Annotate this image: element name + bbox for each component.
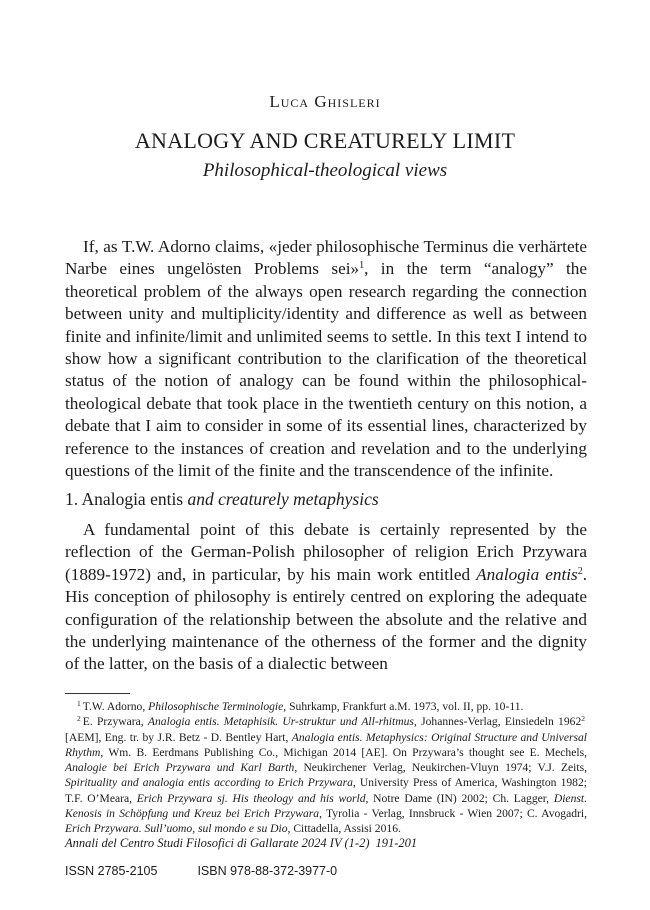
section-text-a: A fundamental point of this debate is certainly represented by the reflection of the German-Polish philosopher of religion Erich Przywara (1889-1972) and, in particular, by his main work entitled bbox=[65, 520, 587, 584]
footnote-2 bbox=[65, 714, 587, 836]
edition-superscript: 2 bbox=[581, 714, 585, 724]
footnote-text: E. Przywara, bbox=[82, 715, 148, 729]
issn: ISSN 2785-2105 bbox=[65, 864, 158, 878]
intro-paragraph bbox=[65, 236, 587, 482]
footnote-text: , Suhrkamp, Frankfurt a.M. 1973, vol. II, pp. 10-11. bbox=[283, 700, 524, 713]
footnote-work-title: Analogie bei Erich Przywara und Karl Barth bbox=[65, 761, 295, 775]
footnote-text: T.W. Adorno, bbox=[82, 700, 149, 713]
intro-text-b: , in the term “analogy” the theoretical problem of the always open research regarding the connection between unity and multiplicity/identity and difference as well as between finite and infinite/limit and unlimited seems to settle. In this text I intend to show how a significant contribution to the clarification of the theoretical status of the notion of analogy can be found within the philosophical-theological debate that took place in the twentieth century on this notion, a debate that I aim to consider in some of its essential lines, characterized by reference to the instances of creation and revelation and to the underlying questions of the limit of the finite and the transcendence of the infinite. bbox=[65, 259, 588, 481]
publication-identifiers bbox=[65, 864, 337, 878]
work-title: Analogia entis bbox=[476, 564, 578, 584]
footnote-text: , Tyrolia - Verlag, Innsbruck - Wien 2007; C. Avogadri, bbox=[319, 807, 588, 821]
footnote-work-title: Dienst. Kenosis in Schöpfung und Kreuz bei Erich Przywara bbox=[65, 791, 587, 821]
footnote-text: , Cittadella, Assisi 2016. bbox=[287, 822, 401, 836]
footnote-text: , Notre Dame (IN) 2002; Ch. Lagger, bbox=[365, 791, 554, 805]
footnote-ref-2: 2 bbox=[577, 565, 583, 577]
journal-citation bbox=[65, 836, 417, 851]
footnote-text: , Johannes-Verlag, Einsiedeln 1962 bbox=[413, 715, 582, 729]
footnote-ref-1: 1 bbox=[359, 260, 365, 272]
footnote-1 bbox=[65, 699, 587, 714]
footnote-number: 2 bbox=[77, 714, 81, 724]
section-title-italic: and creaturely metaphysics bbox=[187, 489, 379, 509]
footnote-divider bbox=[65, 693, 130, 694]
footnote-work-title: Spirituality and analogia entis according to Erich Przywara bbox=[65, 776, 353, 790]
section-number: 1. bbox=[65, 489, 79, 509]
footnote-text: , Wm. B. Eerdmans Publishing Co., Michigan 2014 [AE]. On Przywara’s thought see E. Mechels, bbox=[100, 745, 587, 759]
footnote-work-title: Erich Przywara sj. His theology and his world bbox=[136, 791, 366, 805]
section-text-b: . His conception of philosophy is entirely centred on exploring the adequate configuration of the relationship between the absolute and the relative and the underlying maintenance of the otherness of the former and the dignity of the latter, on the basis of a dialectic between bbox=[65, 564, 588, 674]
section-heading bbox=[65, 489, 379, 510]
footnote-text: , University Press of America, Washington 1982; T.F. O’Meara, bbox=[65, 776, 587, 805]
footnote-text: [AEM], Eng. tr. by J.R. Betz - D. Bentley Hart, bbox=[65, 730, 292, 744]
footnotes bbox=[65, 699, 587, 837]
page-range: 191-201 bbox=[375, 836, 418, 850]
intro-text-a: If, as T.W. Adorno claims, «jeder philosophische Terminus die verhärtete Narbe eines ungelösten Problems sei» bbox=[65, 237, 587, 279]
section-title-plain: Analogia entis bbox=[81, 489, 184, 509]
footnote-work-title: Erich Przywara. Sull’uomo, sul mondo e su Dio bbox=[65, 822, 288, 836]
author-name: Luca Ghisleri bbox=[269, 92, 381, 111]
footnote-work-title: Analogia entis. Metaphisik. Ur-struktur und All-rhitmus bbox=[147, 715, 414, 729]
footnote-number: 1 bbox=[77, 699, 81, 708]
footnote-work-title: Analogia entis. Metaphysics: Original Structure and Universal Rhythm bbox=[65, 730, 588, 759]
footnote-text: , Neukirchener Verlag, Neukirchen-Vluyn 1974; V.J. Zeits, bbox=[294, 761, 588, 775]
article-title: ANALOGY AND CREATURELY LIMIT bbox=[134, 128, 516, 153]
isbn: ISBN 978-88-372-3977-0 bbox=[197, 864, 338, 878]
footnote-work-title: Philosophische Terminologie bbox=[148, 700, 284, 713]
section-paragraph bbox=[65, 519, 587, 676]
journal-name: Annali del Centro Studi Filosofici di Gallarate 2024 IV (1-2) bbox=[65, 836, 370, 850]
article-subtitle: Philosophical-theological views bbox=[202, 160, 448, 181]
